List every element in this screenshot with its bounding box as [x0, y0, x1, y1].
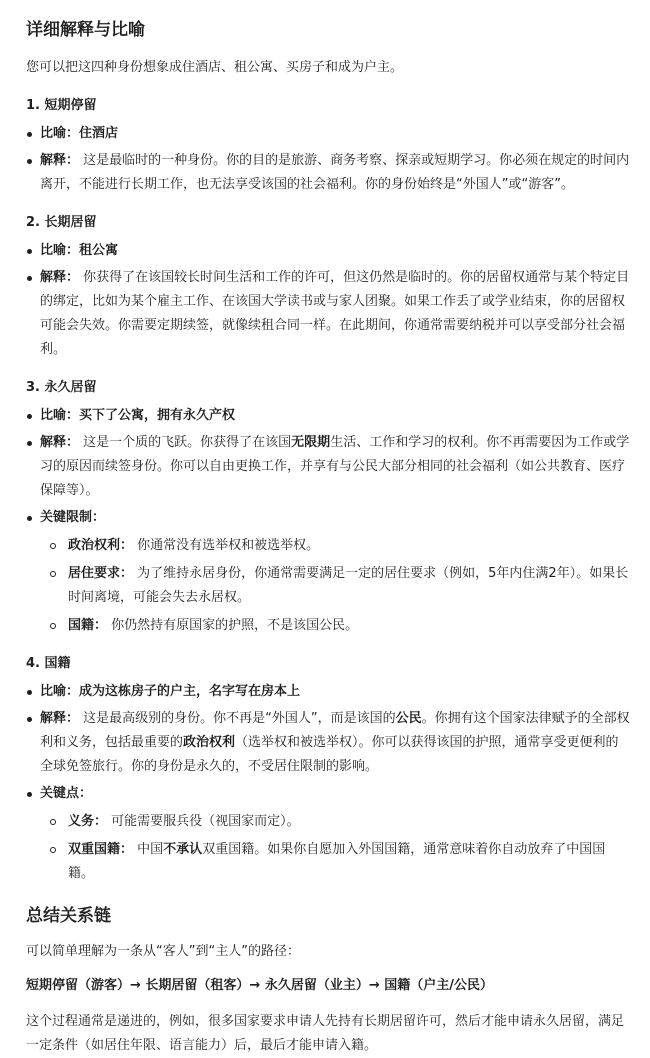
- section-short-stay: [26, 94, 630, 197]
- list-item-analogy: 比喻：买下了公寓，拥有永久产权: [26, 404, 630, 428]
- section-long-stay: [26, 211, 630, 362]
- sub-list: [40, 534, 630, 638]
- section-heading: 3. 永久居留: [26, 380, 97, 395]
- bullet-list: [26, 122, 630, 197]
- relationship-chain: 短期停留（游客）→ 长期居留（租客）→ 永久居留（业主）→ 国籍（户主/公民）: [26, 978, 494, 993]
- list-item-limits: 关键限制： 政治权利： 你通常没有选举权和被选举权。 居住要求： 为了维持永居身份，你通常需要满足一定的居住要求（例如，5年内住满2年）。如果长时间离境，可能会失去永居权。 国籍： 你仍然持有原国家的护照，不是该国公民。: [26, 506, 630, 638]
- bullet-list: [26, 239, 630, 362]
- sub-item-political-rights: 政治权利： 你通常没有选举权和被选举权。: [40, 534, 630, 558]
- section-heading: 1. 短期停留: [26, 98, 97, 113]
- sub-item-nationality: 国籍： 你仍然持有原国家的护照，不是该国公民。: [40, 614, 630, 638]
- summary-title: 总结关系链: [26, 906, 111, 926]
- section-permanent-residence: [26, 376, 630, 638]
- section-citizenship: [26, 652, 630, 886]
- list-item-explanation: 解释： 这是最高级别的身份。你不再是“外国人”，而是该国的公民。你拥有这个国家法律赋予的全部权利和义务，包括最重要的政治权利（选举权和被选举权）。你可以获得该国的护照，通常享受更便利的全球免签旅行。你的身份是永久的，不受居住限制的影响。: [26, 707, 630, 779]
- page-title: 详细解释与比喻: [26, 20, 145, 40]
- list-item-explanation: 解释： 这是一个质的飞跃。你获得了在该国无限期生活、工作和学习的权利。你不再需要因为工作或学习的原因而续签身份。你可以自由更换工作，并享有与公民大部分相同的社会福利（如公共教育、医疗保障等）。: [26, 431, 630, 503]
- intro-text: 您可以把这四种身份想象成住酒店、租公寓、买房子和成为户主。: [26, 60, 404, 75]
- sub-item-residence-requirement: 居住要求： 为了维持永居身份，你通常需要满足一定的居住要求（例如，5年内住满2年）。如果长时间离境，可能会失去永居权。: [40, 562, 630, 610]
- section-heading: 4. 国籍: [26, 656, 71, 671]
- list-item-analogy: 比喻：租公寓: [26, 239, 630, 263]
- sub-item-dual-nationality: 双重国籍： 中国不承认双重国籍。如果你自愿加入外国国籍，通常意味着你自动放弃了中国国籍。: [40, 838, 630, 886]
- summary-intro: 可以简单理解为一条从“客人”到“主人”的路径：: [26, 944, 300, 959]
- summary-conclusion: 这个过程通常是递进的，例如，很多国家要求申请人先持有长期居留许可，然后才能申请永久居留，满足一定条件（如居住年限、语言能力）后，最后才能申请入籍。: [26, 1014, 625, 1053]
- sub-item-duty: 义务： 可能需要服兵役（视国家而定）。: [40, 810, 630, 834]
- sub-list: [40, 810, 630, 886]
- list-item-key-points: 关键点： 义务： 可能需要服兵役（视国家而定）。 双重国籍： 中国不承认双重国籍。如果你自愿加入外国国籍，通常意味着你自动放弃了中国国籍。: [26, 782, 630, 886]
- list-item-analogy: 比喻：成为这栋房子的户主，名字写在房本上: [26, 680, 630, 704]
- list-item-explanation: 解释： 你获得了在该国较长时间生活和工作的许可，但这仍然是临时的。你的居留权通常与某个特定目的绑定，比如为某个雇主工作、在该国大学读书或与家人团聚。如果工作丢了或学业结束，你的居留权可能会失效。你需要定期续签，就像续租合同一样。在此期间，你通常需要纳税并可以享受部分社会福利。: [26, 266, 630, 362]
- bullet-list: [26, 680, 630, 886]
- list-item-analogy: 比喻：住酒店: [26, 122, 630, 146]
- bullet-list: [26, 404, 630, 638]
- section-heading: 2. 长期居留: [26, 215, 97, 230]
- list-item-explanation: 解释： 这是最临时的一种身份。你的目的是旅游、商务考察、探亲或短期学习。你必须在规定的时间内离开，不能进行长期工作，也无法享受该国的社会福利。你的身份始终是“外国人”或“游客”。: [26, 149, 630, 197]
